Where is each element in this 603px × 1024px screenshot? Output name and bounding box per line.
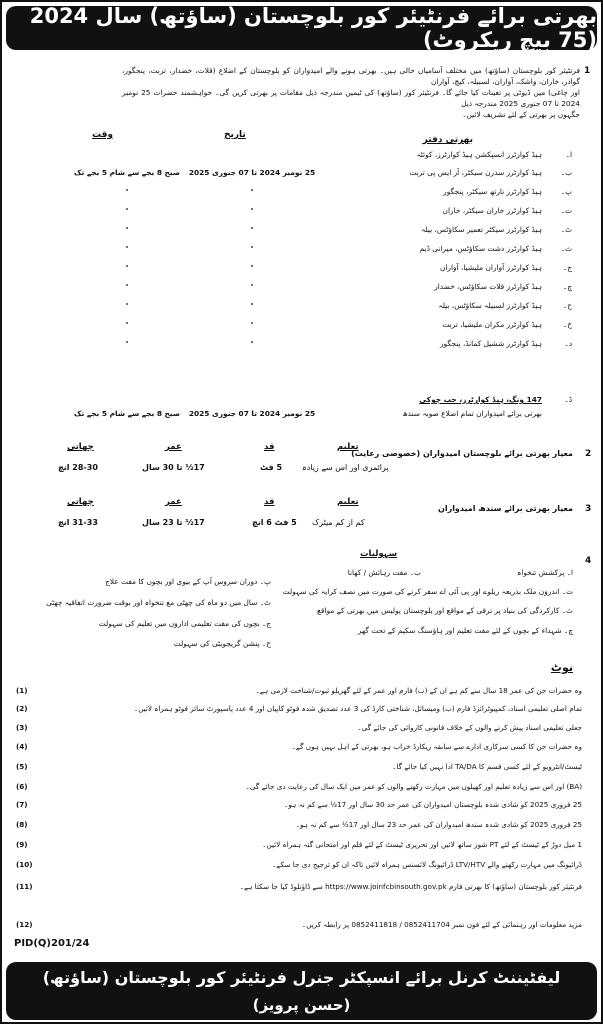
note-text: وہ حضرات جن کی عمر 18 سال سے کم ہے ان کے (ب) فارم اور عمر کے لئے گھریلو ثبوت/شناخت لازمی ہے۔ bbox=[255, 686, 582, 695]
row-place: ہیڈ کوارٹرز قلات سکاؤٹس، خضدار bbox=[434, 282, 542, 291]
note-text: فرنٹیئر کور بلوچستان (ساؤتھ) کا بھرتی فارم https://www.joinfcbinsouth.gov.pk سے ڈاؤنلوڈ کیا جا سکتا ہے۔ bbox=[239, 882, 582, 891]
note-number: (3) bbox=[16, 723, 28, 732]
note-number: (8) bbox=[16, 820, 28, 829]
row-time: " bbox=[125, 301, 129, 310]
row-place: ہیڈ کوارٹرز آواران ملیشیا، آواران bbox=[439, 263, 542, 272]
value-age: 17½ تا 23 سال bbox=[142, 518, 205, 527]
row-index: ا۔ bbox=[565, 150, 572, 159]
facility-item: ح۔ پنشن گریجویٹی کی سہولت bbox=[173, 639, 271, 648]
note-text: ٹیسٹ/انٹرویو کے لئے کسی قسم کا TA/DA ادا نہیں کیا جائے گا۔ bbox=[392, 762, 582, 771]
row-date: " bbox=[250, 282, 254, 291]
row-time: " bbox=[125, 187, 129, 196]
table-row bbox=[42, 225, 582, 240]
value-age: 17½ تا 30 سال bbox=[142, 463, 205, 472]
intro-line: اور چاغی) میں ڈیوٹی پر تعینات کیا جائے گا۔ فرنٹیئر کور (ساؤتھ) کی ٹیمیں مندرجہ ذیل مقامات پر بھرتی کریں گی۔ خواہشمند حضرات 25 نومبر 2024 تا 07 جنوری 2025 مندرجہ ذیل bbox=[122, 88, 580, 108]
note-text: تمام اصلی تعلیمی اسناد، کمپیوٹرائزڈ فارم (ب) ومیسائل، شناختی کارڈ کی 3 عدد تصدیق شدہ فوٹو کاپیاں اور 4 عدد پاسپورٹ سائز فوٹو ہمراہ لائیں۔ bbox=[133, 704, 582, 713]
pid-code: PID(Q)201/24 bbox=[14, 938, 90, 949]
row-time: " bbox=[125, 263, 129, 272]
header-chest: چھاتی bbox=[67, 497, 94, 507]
note-number: (7) bbox=[16, 800, 28, 809]
value-chest: 28-30 انچ bbox=[58, 463, 98, 472]
row-time: " bbox=[125, 320, 129, 329]
row-place: ہیڈ کوارٹرز خاران سیکٹر، خاران bbox=[442, 206, 542, 215]
col-header-time: وقت bbox=[92, 130, 114, 140]
row-index: خ۔ bbox=[562, 320, 572, 329]
note-number: (11) bbox=[16, 882, 33, 891]
section-1-number: 1 bbox=[584, 66, 591, 76]
facilities-title: سہولیات bbox=[360, 549, 398, 559]
facility-item: پ۔ دوران سروس آپ کے بیوی اور بچوں کا مفت علاج bbox=[105, 577, 271, 586]
table-row-wing-dates bbox=[42, 409, 582, 424]
table-row bbox=[42, 339, 582, 354]
row-index: ٹ۔ bbox=[560, 225, 572, 234]
intro-line: جگہوں پر بھرتی کے لئے تشریف لائیں۔ bbox=[462, 110, 580, 119]
table-row bbox=[42, 301, 582, 316]
table-row bbox=[42, 320, 582, 335]
row-place: ہیڈ کوارٹرز مکران ملیشیا، تربت bbox=[442, 320, 542, 329]
row-time: صبح 8 بجے سے شام 5 بجے تک bbox=[73, 168, 181, 177]
value-height: 5 فٹ 6 انچ bbox=[252, 518, 297, 527]
row-place: ہیڈ کوارٹرز سیکٹر تعمیر سکاؤٹس، بیلہ bbox=[421, 225, 542, 234]
facility-item: ب۔ مفت رہائش / کھانا bbox=[347, 568, 421, 577]
intro-line: فرنٹیئر کور بلوچستان (ساؤتھ) میں مختلف آسامیاں خالی ہیں۔ بھرتی ہونے والے امیدواران کو بلوچستان کے اضلاع (قلات، خضدار، تربت، پنجگور، گوادر، خاران، واشک، آواران، لسبیلہ، کیچ، آواران bbox=[122, 66, 580, 86]
header-age: عمر bbox=[165, 497, 182, 507]
note-number: (4) bbox=[16, 742, 28, 751]
note-text: وہ حضرات جن کا کسی سرکاری ادارے سے سابقہ ریکارڈ خراب ہو، بھرتی کے اہل نہیں ہوں گے۔ bbox=[291, 742, 582, 751]
section-3-label: معیار بھرتی برائے سندھ امیدواران bbox=[438, 504, 573, 513]
row-time: " bbox=[125, 339, 129, 348]
signatory-title: لیفٹیننٹ کرنل برائے انسپکٹر جنرل فرنٹیئر کور بلوچستان (ساؤتھ) bbox=[42, 968, 561, 987]
table-row bbox=[42, 168, 582, 183]
note-text: جعلی تعلیمی اسناد پیش کرنے والوں کے خلاف قانونی کاروائی کی جائے گی۔ bbox=[357, 723, 582, 732]
note-number: (12) bbox=[16, 920, 33, 929]
section-2-number: 2 bbox=[585, 449, 592, 459]
value-education: کم از کم میٹرک bbox=[312, 518, 365, 527]
value-education: پرائمری اور اس سے زیادہ bbox=[302, 463, 389, 472]
header-education: تعلیم bbox=[337, 442, 359, 452]
table-row bbox=[42, 206, 582, 221]
page-title: بھرتی برائے فرنٹیئر کور بلوچستان (ساؤتھ) سال 2024 (75 بیچ ریکروٹ) bbox=[6, 6, 597, 50]
row-date: " bbox=[250, 206, 254, 215]
section-4-number: 4 bbox=[585, 556, 592, 566]
header-education: تعلیم bbox=[337, 497, 359, 507]
row-place: 147 ونگ، ہیڈ کوارٹرز، حب چوکی bbox=[419, 395, 542, 404]
section-2-label: معیار بھرتی برائے بلوچستان امیدواران (خصوصی رعایت) bbox=[351, 449, 573, 458]
note-text: ڈرائیونگ میں مہارت رکھنے والے LTV/HTV ڈرائیونگ لائسنس ہمراہ لائیں تاکہ ان کو ترجیح دی جا سکے۔ bbox=[272, 860, 582, 869]
row-place: ہیڈ کوارٹرز نارتھ سیکٹر، پنجگور bbox=[443, 187, 542, 196]
row-date: 25 نومبر 2024 تا 07 جنوری 2025 bbox=[188, 409, 316, 418]
facility-item: ا۔ پرکشش تنخواہ bbox=[516, 568, 573, 577]
row-place: ہیڈ کوارٹرز انسپکشن ہیڈ کوارٹرز، کوئٹہ bbox=[416, 150, 542, 159]
row-index: ث۔ bbox=[560, 244, 572, 253]
note-text: (BA) اور اس سے زیادہ تعلیم اور کھیلوں میں مہارت رکھنے والوں کو عمر میں ایک سال کی رعایت دی جائے گی۔ bbox=[245, 782, 582, 791]
row-time: " bbox=[125, 282, 129, 291]
note-number: (10) bbox=[16, 860, 33, 869]
row-index: د۔ bbox=[564, 339, 572, 348]
note-number: (6) bbox=[16, 782, 28, 791]
row-index: چ۔ bbox=[562, 282, 572, 291]
row-date: " bbox=[250, 339, 254, 348]
note-number: (2) bbox=[16, 704, 28, 713]
note-text: 1 میل دوڑ کے ٹیسٹ کے لئے PT شوز ساتھ لائیں اور تحریری ٹیسٹ کے لئے قلم اور امتحانی گتہ ہمراہ لائیں۔ bbox=[262, 840, 582, 849]
table-row bbox=[42, 282, 582, 297]
value-chest: 31-33 انچ bbox=[58, 518, 98, 527]
col-header-place: بھرتی دفتر bbox=[422, 135, 473, 145]
facility-item: ت۔ اندرون ملک بذریعہ ریلوے اور پی آئی اے سفر کرنے کی صورت میں نصف کرایہ کی سہولت bbox=[282, 587, 573, 596]
col-header-date: تاریخ bbox=[224, 130, 246, 140]
facility-item: ث۔ کارکردگی کی بنیاد پر ترقی کے مواقع اور بلوچستان پولیس میں بھرتی کے مواقع bbox=[316, 606, 573, 615]
facility-item: چ۔ شہداء کے بچوں کے لئے مفت تعلیم اور ہاؤسنگ سکیم کے تحت گھر bbox=[357, 626, 573, 635]
row-place: ہیڈ کوارٹرز سدرن سیکٹر، آر ایس پی تربت bbox=[409, 168, 542, 177]
table-row bbox=[42, 150, 582, 165]
row-time: صبح 8 بجے سے شام 5 بجے تک bbox=[73, 409, 181, 418]
row-index: ب۔ bbox=[560, 168, 572, 177]
note-text: 25 فروری 2025 کو شادی شدہ سندھ امیدواران کی عمر حد 23 سال اور 17½ سے کم نہ ہو۔ bbox=[295, 820, 582, 829]
table-row bbox=[42, 187, 582, 202]
note-number: (5) bbox=[16, 762, 28, 771]
note-number: (9) bbox=[16, 840, 28, 849]
signature-footer bbox=[6, 962, 597, 1020]
row-date: " bbox=[250, 320, 254, 329]
row-index: ت۔ bbox=[560, 206, 572, 215]
row-date: " bbox=[250, 301, 254, 310]
signatory-name: (حسن پرویز) bbox=[252, 996, 351, 1014]
row-date: 25 نومبر 2024 تا 07 جنوری 2025 bbox=[188, 168, 316, 177]
row-index: ڈ۔ bbox=[564, 395, 572, 404]
row-index: پ۔ bbox=[560, 187, 572, 196]
value-height: 5 فٹ bbox=[260, 463, 283, 472]
note-text: مزید معلومات اور رہنمائی کے لئے فون نمبر 0852411704 / 0852411818 پر رابطہ کریں۔ bbox=[301, 920, 582, 929]
header-age: عمر bbox=[165, 442, 182, 452]
header-chest: چھاتی bbox=[67, 442, 94, 452]
row-time: " bbox=[125, 206, 129, 215]
section-1-intro bbox=[122, 65, 580, 120]
row-time: " bbox=[125, 225, 129, 234]
row-place: ہیڈ کوارٹرز ششیل کمانڈ، پنجگور bbox=[439, 339, 542, 348]
notes-title: نوٹ bbox=[550, 661, 573, 674]
row-index: ح۔ bbox=[562, 301, 572, 310]
row-date: " bbox=[250, 225, 254, 234]
note-text: 25 فروری 2025 کو شادی شدہ بلوچستان امیدواران کی عمر حد 30 سال اور 17½ سے کم نہ ہو۔ bbox=[284, 800, 582, 809]
table-row-wing bbox=[42, 395, 582, 410]
row-time: " bbox=[125, 244, 129, 253]
facility-item: ج۔ بچوں کی مفت تعلیمی اداروں میں تعلیم کی سہولت bbox=[98, 619, 271, 628]
row-place: ہیڈ کوارٹرز لسبیلہ سکاؤٹس، بیلہ bbox=[438, 301, 542, 310]
header-height: قد bbox=[264, 497, 275, 507]
row-date: " bbox=[250, 244, 254, 253]
table-row bbox=[42, 263, 582, 278]
table-row bbox=[42, 244, 582, 259]
row-place: ہیڈ کوارٹرز دشت سکاؤٹس، میرانی ڈیم bbox=[419, 244, 542, 253]
wing-subtext: بھرتی برائے امیدواران تمام اضلاع صوبہ سندھ bbox=[402, 409, 542, 418]
row-date: " bbox=[250, 187, 254, 196]
note-number: (1) bbox=[16, 686, 28, 695]
row-date: " bbox=[250, 263, 254, 272]
section-3-number: 3 bbox=[585, 504, 592, 514]
row-index: ج۔ bbox=[562, 263, 572, 272]
header-height: قد bbox=[264, 442, 275, 452]
facility-item: ٹ۔ سال میں دو ماہ کی چھٹی مع تنخواہ اور بوقت ضرورت اتفاقیہ چھٹی bbox=[46, 598, 271, 607]
